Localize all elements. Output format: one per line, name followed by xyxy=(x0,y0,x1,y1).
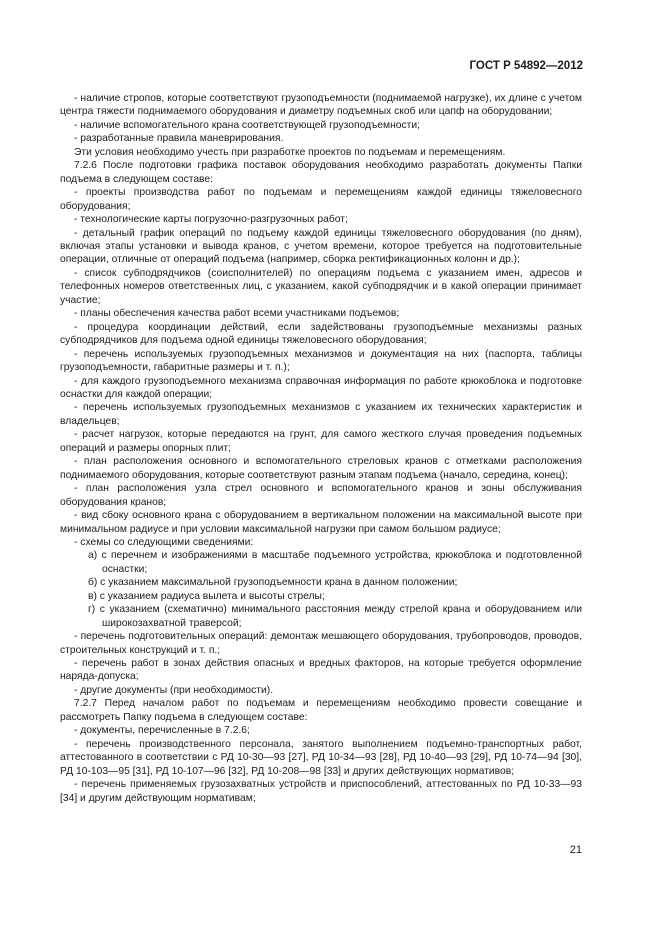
paragraph: - перечень используемых грузоподъемных механизмов с указанием их технических характеристик и владельцев; xyxy=(60,402,582,427)
paragraph: - схемы со следующими сведениями: xyxy=(74,536,254,548)
paragraph: - технологические карты погрузочно-разгрузочных работ; xyxy=(74,214,348,226)
paragraph: - процедура координации действий, если задействованы грузоподъемные механизмы разных субподрядчиков для подъема одной единицы тяжеловесного оборудования; xyxy=(60,321,582,347)
page-number: 21 xyxy=(569,844,582,856)
paragraph: - вид сбоку основного крана с оборудованием в вертикальном положении на максимальной высоте при минимальном радиусе и при условии максимальной нагрузки при самом большом радиусе; xyxy=(60,510,582,535)
paragraph: - планы обеспечения качества работ всеми участниками подъемов; xyxy=(74,308,400,320)
paragraph: - для каждого грузоподъемного механизма справочная информация по работе крюкоблока и подготовке оснастки для каждой операции; xyxy=(60,375,582,400)
paragraph: - перечень используемых грузоподъемных механизмов и документация на них (паспорта, таблицы грузоподъемности, габаритные размеры и т. п.); xyxy=(60,348,582,374)
schema-item-d: г) с указанием (схематично) минимального расстояния между стрелой крана и оборудованием или широкозахватной траверсой; xyxy=(88,604,582,629)
paragraph: - план расположения узла стрел основного и вспомогательного кранов и зоны обслуживания оборудования кранов; xyxy=(60,483,582,508)
paragraph: - другие документы (при необходимости). xyxy=(74,684,274,696)
paragraph: - список субподрядчиков (соисполнителей) по операциям подъема с указанием имен, адресов и телефонных номеров ответственных лиц, с указанием, какой субподрядчик и в какой операции принимает участие; xyxy=(60,267,582,306)
paragraph: - план расположения основного и вспомогательного стреловых кранов с отметками расположения поднимаемого оборудования, которые соответствуют разным этапам подъема (начало, середина, конец); xyxy=(60,456,582,481)
paragraph: - наличие вспомогательного крана соответствующей грузоподъемности; xyxy=(74,119,420,131)
schema-item-a: а) с перечнем и изображениями в масштабе подъемного устройства, крюкоблока и подготовленной оснастки; xyxy=(88,550,582,575)
paragraph: - перечень производственного персонала, занятого выполнением подъемно-транспортных работ, аттестованного в соответствии с РД 10-30—93 [27], РД 10-34—93 [28], РД 10-40—93 [29], РД 10-74—94 [30], РД 10-103—95 [31], РД 10-107—96 [32], РД 10-208—98 [33] и других действующих нормативов; xyxy=(60,738,582,777)
section-7-2-7: 7.2.7 Перед началом работ по подъемам и перемещениям необходимо провести совещание и рассмотреть Папку подъема в следующем составе: xyxy=(60,698,582,723)
schema-item-b: б) с указанием максимальной грузоподъемности крана в данном положении; xyxy=(88,577,458,589)
paragraph: - расчет нагрузок, которые передаются на грунт, для самого жесткого случая проведения подъемных операций и размеры опорных плит; xyxy=(60,429,582,454)
schema-item-c: в) с указанием радиуса вылета и высоты стрелы; xyxy=(88,590,325,602)
paragraph: - детальный график операций по подъему каждой единицы тяжеловесного оборудования (по дням), включая этапы установки и вывода кранов, с учетом времени, которое требуется на подготовительные операции, отличные от операций подъема (например, сборка ректификационных колонн и др.); xyxy=(60,227,582,266)
section-7-2-6: 7.2.6 После подготовки графика поставок оборудования необходимо разработать документы Папки подъема в следующем составе: xyxy=(60,160,582,185)
paragraph: - перечень подготовительных операций: демонтаж мешающего оборудования, трубопроводов, проводов, строительных конструкций и т. п.; xyxy=(60,631,582,656)
paragraph: - наличие стропов, которые соответствуют грузоподъемности (поднимаемой нагрузке), их длине с учетом центра тяжести поднимаемого оборудования и диаметру подъемных скоб или цапф на оборудовании; xyxy=(60,93,582,118)
paragraph: - проекты производства работ по подъемам и перемещениям каждой единицы тяжеловесного оборудования; xyxy=(60,187,582,212)
document-header: ГОСТ Р 54892—2012 xyxy=(469,60,583,72)
paragraph: - разработанные правила маневрирования. xyxy=(74,133,284,145)
paragraph: - перечень применяемых грузозахватных устройств и приспособлений, аттестованных по РД 10-33—93 [34] и другим действующим нормативам; xyxy=(60,779,582,804)
paragraph: - документы, перечисленные в 7.2.6; xyxy=(74,725,250,737)
document-body xyxy=(60,92,582,805)
paragraph: Эти условия необходимо учесть при разработке проектов по подъемам и перемещениям. xyxy=(74,146,506,158)
paragraph: - перечень работ в зонах действия опасных и вредных факторов, на которые требуется оформление наряда-допуска; xyxy=(60,658,582,683)
